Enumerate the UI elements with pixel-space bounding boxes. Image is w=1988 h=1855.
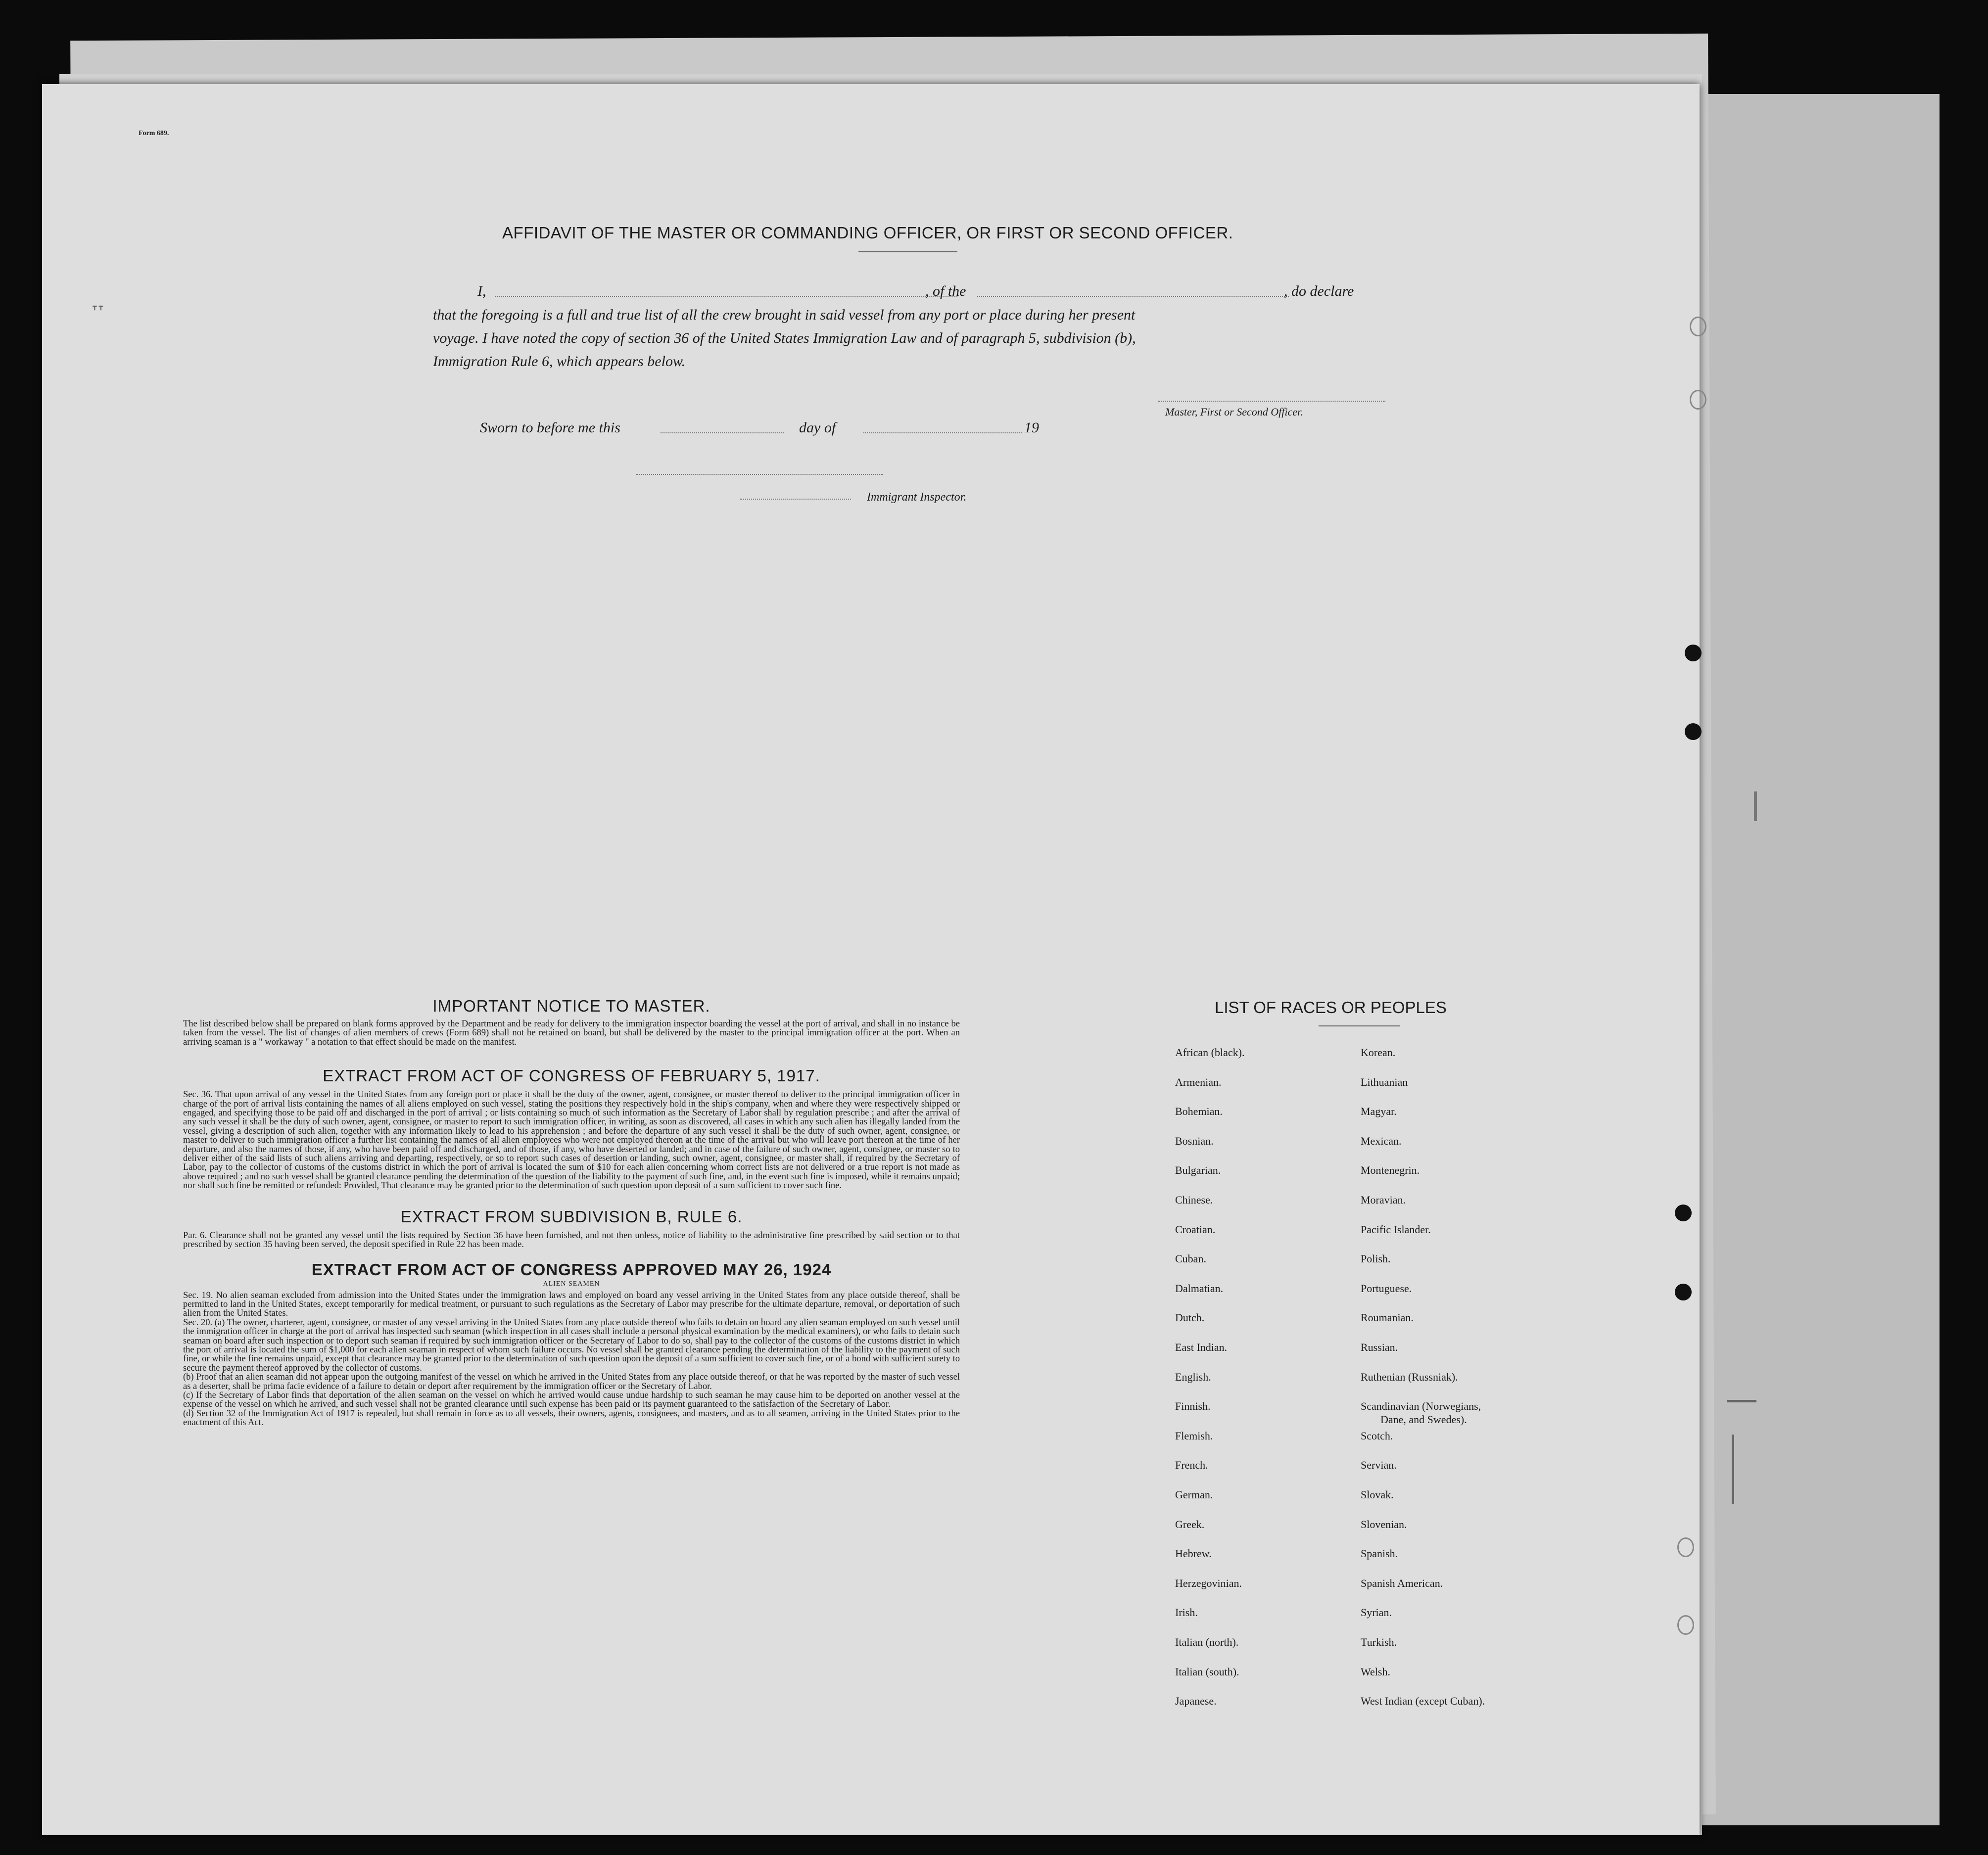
race-item: Servian.	[1361, 1459, 1397, 1472]
race-item: English.	[1175, 1370, 1211, 1383]
race-item: Polish.	[1361, 1252, 1391, 1265]
extract3-heading: EXTRACT FROM ACT OF CONGRESS APPROVED MAY 26, 1924	[311, 1260, 832, 1279]
races-heading: LIST OF RACES OR PEOPLES	[1215, 998, 1447, 1017]
binder-ring	[1677, 1537, 1694, 1557]
race-item: Chinese.	[1175, 1194, 1213, 1206]
race-item: Italian (north).	[1175, 1636, 1239, 1648]
race-item: Ruthenian (Russniak).	[1361, 1370, 1458, 1383]
race-item: Croatian.	[1175, 1223, 1216, 1236]
affidavit-line4: Immigration Rule 6, which appears below.	[433, 353, 686, 370]
affidavit-of-the: , of the	[925, 283, 966, 299]
race-item: Roumanian.	[1361, 1311, 1414, 1324]
form-number: Form 689.	[139, 130, 169, 137]
race-item: Scotch.	[1361, 1429, 1393, 1442]
binder-ring	[1677, 1615, 1694, 1635]
binder-ring	[1690, 390, 1706, 410]
race-item: Dane, and Swedes).	[1380, 1413, 1467, 1426]
races-rule	[1319, 1025, 1400, 1026]
race-item: Slovenian.	[1361, 1518, 1407, 1530]
binder-hole	[1685, 723, 1702, 740]
extract3-sec20c: (c) If the Secretary of Labor finds that deportation of the alien seaman on the vessel on which he arrived would cause undue hardship to such seaman he may cause him to be deported on another vessel at the expense of the vessel on which he arrived, and such vessel shall not be granted clearance until such expense has been paid or its payment guaranteed to the satisfaction of the Secretary of Labor.	[183, 1390, 960, 1410]
month-blank	[863, 432, 1022, 433]
extract3-sec20a: Sec. 20. (a) The owner, charterer, agent, consignee, or master of any vessel arriving in the United States from any place outside thereof who fails to detain on board any alien seaman employed on such vessel until the immigration officer in charge at the port of arrival has inspected such seaman (which inspection in all cases shall include a personal physical examination by the medical examiners), or who fails to detain such seaman on board after such inspection or to deport such seaman if required by such immigration officer or the Secretary of Labor to do so, shall pay to the collector of the customs of the customs district in which the port of arrival is located the sum of $1,000 for each alien seaman in respect of whom such failure occurs. No vessel shall be granted clearance pending the determination of the liability to the payment of such fine, or while the fine remains unpaid, except that clearance may be granted prior to the determination of such question upon the deposit of a sum sufficient to cover such fine, or of a bond with sufficient surety to secure the payment thereof approved by the collector of customs.	[183, 1317, 960, 1373]
race-item: Armenian.	[1175, 1075, 1222, 1088]
race-item: Flemish.	[1175, 1429, 1213, 1442]
race-item: Bulgarian.	[1175, 1164, 1221, 1177]
extract2-heading: EXTRACT FROM SUBDIVISION B, RULE 6.	[400, 1207, 743, 1226]
binder-hole	[1675, 1205, 1692, 1221]
race-item: Magyar.	[1361, 1105, 1397, 1118]
binder-hole	[1675, 1284, 1692, 1300]
race-item: Finnish.	[1175, 1400, 1211, 1413]
name-blank	[495, 296, 957, 297]
binder-ring	[1690, 317, 1706, 336]
race-item: German.	[1175, 1488, 1213, 1501]
race-item: Greek.	[1175, 1518, 1205, 1530]
inspector-signature-blank	[636, 474, 883, 475]
affidavit-title: AFFIDAVIT OF THE MASTER OR COMMANDING OFFICER, OR FIRST OR SECOND OFFICER.	[502, 224, 1233, 242]
extract3-sec19: Sec. 19. No alien seaman excluded from admission into the United States under the immigration laws and employed on board any vessel arriving in the United States from any place outside thereof, shall be permitted to land in the United States, except temporarily for medical treatment, or pursuant to such regulations as the Secretary of Labor may prescribe for the ultimate departure, removal, or deportation of such alien from the United States.	[183, 1290, 960, 1319]
affidavit-line3: voyage. I have noted the copy of section 36 of the United States Immigration Law and of paragraph 5, subdivision (b),	[433, 330, 1136, 346]
race-item: Lithuanian	[1361, 1075, 1408, 1088]
race-item: Scandinavian (Norwegians,	[1361, 1400, 1481, 1413]
extract2-body: Par. 6. Clearance shall not be granted any vessel until the lists required by Section 36 have been furnished, and not then unless, notice of liability to the administrative fine prescribed by said section or to that prescribed by section 35 having been served, the deposit specified in Rule 22 has been made.	[183, 1230, 960, 1250]
sworn-text: Sworn to before me this	[480, 419, 620, 436]
extract3-sec20b: (b) Proof that an alien seaman did not appear upon the outgoing manifest of the vessel on which he arrived in the United States from any place outside thereof, or that he was reported by the master of such vessel as a deserter, shall be prima facie evidence of a failure to detain or deport after requirement by the immigration officer or the Secretary of Labor.	[183, 1372, 960, 1391]
year-prefix: 19	[1024, 419, 1039, 436]
race-item: Spanish American.	[1361, 1577, 1443, 1589]
pencil-mark: ᐪᐪ	[92, 302, 104, 321]
vessel-blank	[977, 296, 1289, 297]
affidavit-i: I,	[477, 283, 486, 299]
race-item: Dalmatian.	[1175, 1282, 1224, 1295]
race-item: East Indian.	[1175, 1341, 1228, 1353]
race-item: Turkish.	[1361, 1636, 1397, 1648]
affidavit-declare: , do declare	[1284, 283, 1354, 299]
notice-heading: IMPORTANT NOTICE TO MASTER.	[432, 997, 710, 1015]
race-item: Herzegovinian.	[1175, 1577, 1242, 1589]
master-signature-blank	[1158, 401, 1385, 402]
pencil-mark	[1754, 791, 1757, 821]
race-item: Korean.	[1361, 1046, 1396, 1059]
document-page	[42, 84, 1700, 1835]
inspector-label: Immigrant Inspector.	[867, 491, 967, 504]
race-item: Portuguese.	[1361, 1282, 1412, 1295]
race-item: Moravian.	[1361, 1194, 1406, 1206]
race-item: Slovak.	[1361, 1488, 1394, 1501]
extract3-sec20d: (d) Section 32 of the Immigration Act of 1917 is repealed, but shall remain in force as to all vessels, their owners, agents, consignees, and masters, and as to all seamen, arriving in the United States prior to the enactment of this Act.	[183, 1408, 960, 1428]
extract3-subheading: ALIEN SEAMEN	[543, 1280, 600, 1288]
pencil-mark	[1732, 1435, 1734, 1504]
extract1-body: Sec. 36. That upon arrival of any vessel in the United States from any foreign port or place it shall be the duty of the owner, agent, consignee, or master thereof to deliver to the principal immigration officer in charge of the port of arrival lists containing the names of all aliens employed on such vessel, stating the positions they respectively hold in the ship's company, when and where they were respectively shipped or engaged, and specifying those to be paid off and discharged in the port of arrival ; or lists containing so much of such information as the Secretary of Labor shall by regulation prescribe ; and after the arrival of any such vessel it shall be the duty of such owner, agent, consignee, or master to report to such immigration officer, in writing, as soon as discovered, all cases in which any such alien has illegally landed from the vessel, giving a description of such alien, together with any information likely to lead to his apprehension ; and before the departure of any such vessel it shall be the duty of such owner, agent, consignee, or master to deliver to such immigration officer a further list containing the names of all alien employees who were not employed thereon at the time of the arrival but who will leave port thereon at the time of her departure, and also the names of those, if any, who have been paid off and discharged, and of those, if any, who have deserted or landed; and in case of the failure of such owner, agent, consignee, or master so to deliver either of the said lists of such aliens arriving and departing, respectively, or so to report such cases of desertion or landing, such owner, agent, consignee, or master shall, if required by the Secretary of Labor, pay to the collector of customs of the customs district in which the port of arrival is located the sum of $10 for each alien concerning whom correct lists are not delivered or a true report is not made as above required ; and no such vessel shall be granted clearance pending the determination of the question of the liability to the payment of such fine, and, in the event such fine is imposed, while it remains unpaid; nor shall such fine be remitted or refunded: Provided, That clearance may be granted prior to the determination of such question upon deposit of a sum sufficient to cover such fine.	[183, 1090, 960, 1191]
race-item: African (black).	[1175, 1046, 1245, 1059]
race-item: Russian.	[1361, 1341, 1398, 1353]
race-item: Pacific Islander.	[1361, 1223, 1431, 1236]
extract1-heading: EXTRACT FROM ACT OF CONGRESS OF FEBRUARY 5, 1917.	[323, 1067, 820, 1085]
race-item: West Indian (except Cuban).	[1361, 1695, 1485, 1708]
race-item: Italian (south).	[1175, 1665, 1239, 1678]
day-blank	[661, 432, 784, 433]
race-item: Cuban.	[1175, 1252, 1206, 1265]
race-item: Dutch.	[1175, 1311, 1205, 1324]
race-item: Irish.	[1175, 1606, 1198, 1619]
title-rule	[858, 251, 957, 252]
race-item: Welsh.	[1361, 1665, 1390, 1678]
notice-section	[183, 997, 960, 1428]
race-item: Syrian.	[1361, 1606, 1392, 1619]
race-item: Montenegrin.	[1361, 1164, 1420, 1177]
race-item: French.	[1175, 1459, 1208, 1472]
affidavit-line2: that the foregoing is a full and true list of all the crew brought in said vessel from any port or place during her present	[433, 307, 1136, 323]
pencil-mark	[1727, 1400, 1756, 1402]
race-item: Japanese.	[1175, 1695, 1217, 1708]
inspector-dots	[740, 499, 851, 500]
race-item: Bohemian.	[1175, 1105, 1223, 1118]
binder-hole	[1685, 645, 1702, 661]
race-item: Mexican.	[1361, 1134, 1402, 1147]
race-item: Bosnian.	[1175, 1134, 1214, 1147]
race-item: Spanish.	[1361, 1547, 1398, 1560]
master-signature-label: Master, First or Second Officer.	[1165, 406, 1303, 418]
race-item: Hebrew.	[1175, 1547, 1212, 1560]
day-of: day of	[799, 419, 836, 436]
notice-body: The list described below shall be prepared on blank forms approved by the Department and be ready for delivery to the immigration inspector boarding the vessel at the port of arrival, and shall in no instance be taken from the vessel. The list of changes of alien members of crews (Form 689) shall not be retained on board, but shall be delivered by the master to the principal immigration officer at the port. When an arriving seaman is a " workaway " a notation to that effect should be made on the manifest.	[183, 1019, 960, 1047]
